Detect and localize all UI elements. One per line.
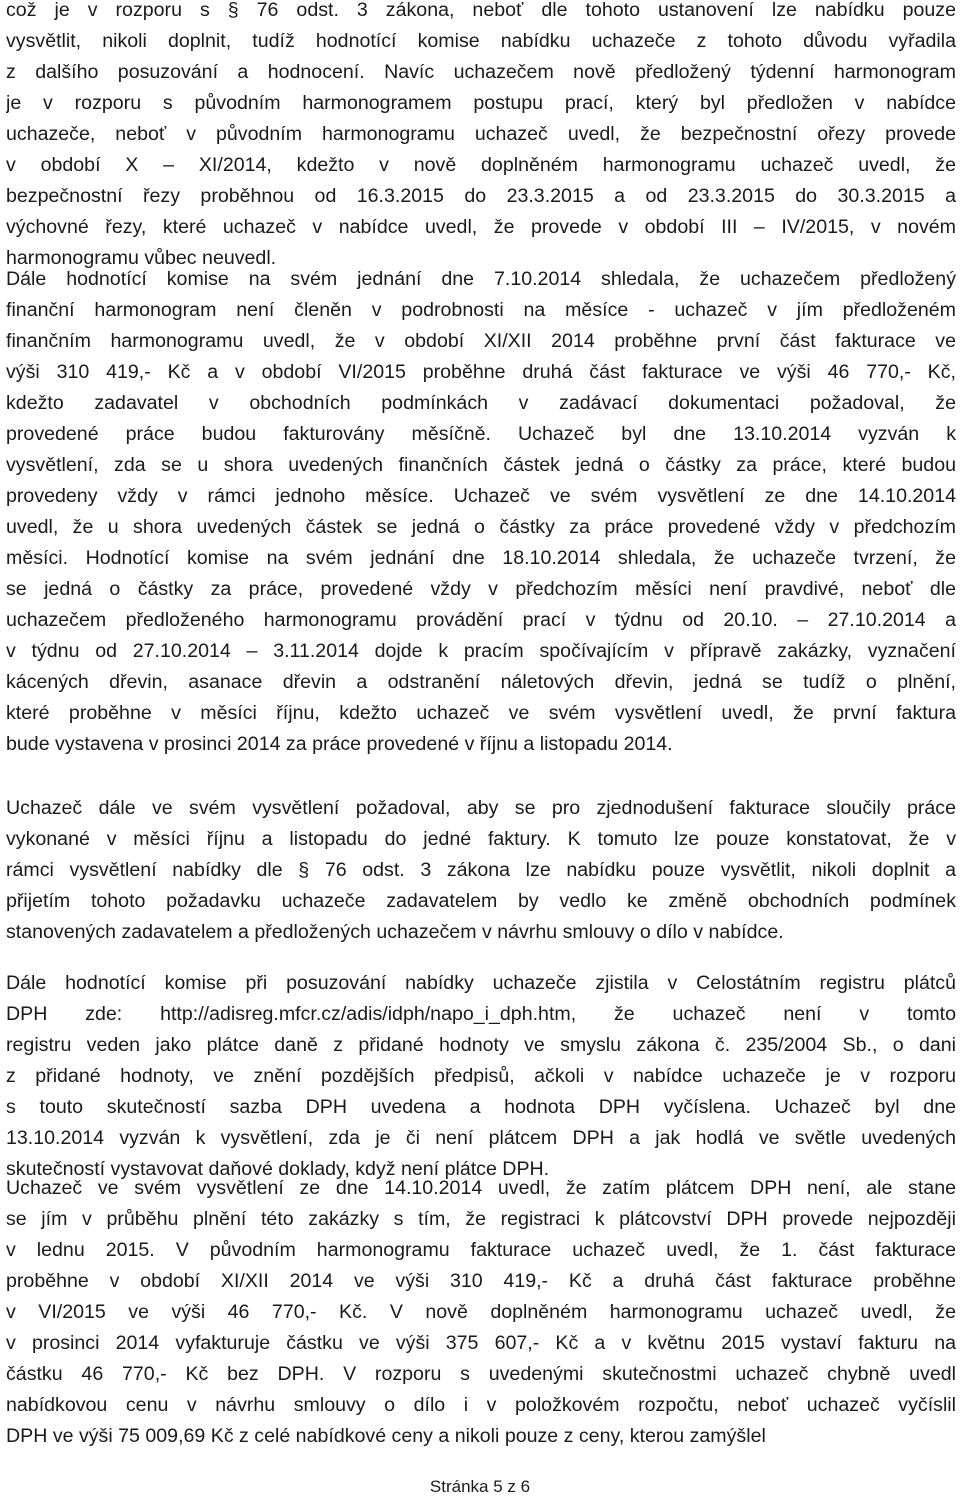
text-line: kdežto zadavatel v obchodních podmínkách v zadávací dokumentaci požadoval, že [6,392,956,414]
text-line: v VI/2015 ve výši 46 770,- Kč. V nově doplněném harmonogramu uchazeč uvedl, že [6,1301,956,1323]
paragraph-1 [6,0,956,274]
text-line: vykonané v měsíci říjnu a listopadu do jedné faktury. K tomuto lze pouze konstatovat, že v [6,828,956,850]
text-line: je v rozporu s původním harmonogramem postupu prací, který byl předložen v nabídce [6,92,956,114]
text-line: se jím v průběhu plnění této zakázky s tím, že registraci k plátcovství DPH provede nejpozději [6,1208,956,1230]
text-line: výši 310 419,- Kč a v období VI/2015 proběhne druhá část fakturace ve výši 46 770,- Kč, [6,361,956,383]
text-line: bude vystavena v prosinci 2014 za práce provedené v říjnu a listopadu 2014. [6,733,673,755]
page-footer: Stránka 5 z 6 [429,1477,531,1496]
text-line: vysvětlení, zda se u shora uvedených finančních částek jedná o částky za práce, které budou [6,454,956,476]
text-line: s touto skutečností sazba DPH uvedena a hodnota DPH vyčíslena. Uchazeč byl dne [6,1096,956,1118]
text-line: finančním harmonogramu uvedl, že v období XI/XII 2014 proběhne první část fakturace ve [6,330,956,352]
text-line: proběhne v období XI/XII 2014 ve výši 310 419,- Kč a druhá část fakturace proběhne [6,1270,956,1292]
text-line: stanovených zadavatelem a předložených uchazečem v návrhu smlouvy o dílo v nabídce. [6,921,784,943]
paragraph-4 [6,968,956,1185]
text-line: z dalšího posuzování a hodnocení. Navíc uchazečem nově předložený týdenní harmonogram [6,61,956,83]
text-line: bezpečnostní řezy proběhnou od 16.3.2015 do 23.3.2015 a od 23.3.2015 do 30.3.2015 a [6,185,956,207]
text-line: harmonogramu vůbec neuvedl. [6,247,277,269]
text-line: uvedl, že u shora uvedených částek se jedná o částky za práce provedené vždy v předchozím [6,516,956,538]
text-line: Dále hodnotící komise na svém jednání dne 7.10.2014 shledala, že uchazečem předložený [6,268,956,290]
text-line: které proběhne v měsíci říjnu, kdežto uchazeč ve svém vysvětlení uvedl, že první faktura [6,702,956,724]
text-line: provedeny vždy v rámci jednoho měsíce. Uchazeč ve svém vysvětlení ze dne 14.10.2014 [6,485,956,507]
text-line: uchazečem předloženého harmonogramu provádění prací v týdnu od 20.10. – 27.10.2014 a [6,609,956,631]
text-line: provedené práce budou fakturovány měsíčně. Uchazeč byl dne 13.10.2014 vyzván k [6,423,956,445]
paragraph-5 [6,1173,956,1452]
text-line: v lednu 2015. V původním harmonogramu fakturace uchazeč uvedl, že 1. část fakturace [6,1239,956,1261]
text-line: registru veden jako plátce daně z přidané hodnoty ve smyslu zákona č. 235/2004 Sb., o dani [6,1034,956,1056]
text-line: DPH zde: http://adisreg.mfcr.cz/adis/idph/napo_i_dph.htm, že uchazeč není v tomto [6,1003,956,1025]
text-line: uchazeče, neboť v původním harmonogramu uchazeč uvedl, že bezpečnostní ořezy provede [6,123,956,145]
text-line: z přidané hodnoty, ve znění pozdějších předpisů, ačkoli v nabídce uchazeče je v rozporu [6,1065,956,1087]
text-line: v období X – XI/2014, kdežto v nově doplněném harmonogramu uchazeč uvedl, že [6,154,956,176]
text-line: Uchazeč dále ve svém vysvětlení požadoval, aby se pro zjednodušení fakturace sloučily práce [6,797,956,819]
text-line: se jedná o částky za práce, provedené vždy v předchozím měsíci není pravdivé, neboť dle [6,578,956,600]
text-line: Uchazeč ve svém vysvětlení ze dne 14.10.2014 uvedl, že zatím plátcem DPH není, ale stane [6,1177,956,1199]
text-line: v prosinci 2014 vyfakturuje částku ve výši 375 607,- Kč a v květnu 2015 vystaví fakturu na [6,1332,956,1354]
text-line: DPH ve výši 75 009,69 Kč z celé nabídkové ceny a nikoli pouze z ceny, kterou zamýšlel [6,1425,766,1447]
text-line: skutečností vystavovat daňové doklady, když není plátce DPH. [6,1158,550,1180]
text-line: finanční harmonogram není členěn v podrobnosti na měsíce - uchazeč v jím předloženém [6,299,956,321]
text-line: přijetím tohoto požadavku uchazeče zadavatelem by vedlo ke změně obchodních podmínek [6,890,956,912]
paragraph-2 [6,264,956,760]
text-line: Dále hodnotící komise při posuzování nabídky uchazeče zjistila v Celostátním registru plátců [6,972,956,994]
text-line: 13.10.2014 vyzván k vysvětlení, zda je či není plátcem DPH a jak hodlá ve světle uvedených [6,1127,956,1149]
text-line: měsíci. Hodnotící komise na svém jednání dne 18.10.2014 shledala, že uchazeče tvrzení, že [6,547,956,569]
text-line: nabídkovou cenu v návrhu smlouvy o dílo i v položkovém rozpočtu, neboť uchazeč vyčíslil [6,1394,956,1416]
text-line: částku 46 770,- Kč bez DPH. V rozporu s uvedenými skutečnostmi uchazeč chybně uvedl [6,1363,956,1385]
text-line: což je v rozporu s § 76 odst. 3 zákona, neboť dle tohoto ustanovení lze nabídku pouze [6,0,956,21]
text-line: kácených dřevin, asanace dřevin a odstranění náletových dřevin, jedná se tudíž o plnění, [6,671,956,693]
text-line: v týdnu od 27.10.2014 – 3.11.2014 dojde k pracím spočívajícím v přípravě zakázky, vyznačení [6,640,956,662]
text-line: rámci vysvětlení nabídky dle § 76 odst. 3 zákona lze nabídku pouze vysvětlit, nikoli doplnit a [6,859,956,881]
paragraph-3 [6,793,956,948]
text-line: výchovné řezy, které uchazeč v nabídce uvedl, že provede v období III – IV/2015, v novém [6,216,956,238]
text-line: vysvětlit, nikoli doplnit, tudíž hodnotící komise nabídku uchazeče z tohoto důvodu vyřadila [6,30,956,52]
